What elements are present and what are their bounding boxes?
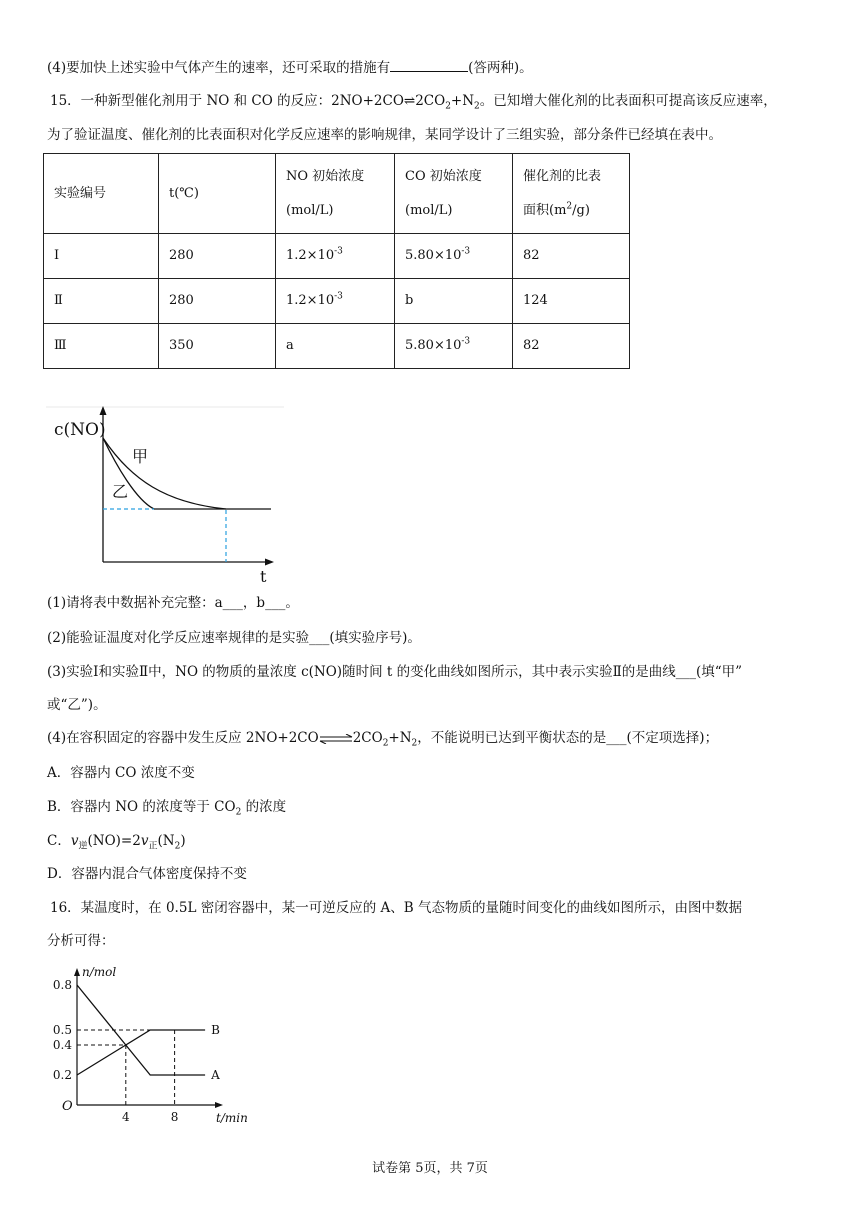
y-tick-label: 0.8 (52, 978, 72, 992)
x-axis-arrow (265, 559, 274, 566)
y-tick-label: 0.5 (52, 1023, 72, 1037)
option-c: C．$v_逆(NO)=2v_正(N_2)$ (47, 833, 186, 852)
q16-stem-line1: 16．某温度时，在 0.5L 密闭容器中，某一可逆反应的 A、B 气态物质的量随时间变化的曲线如图所示，由图中数据 (50, 900, 742, 916)
page-footer: 试卷第 5页，共 7页 (372, 1161, 488, 1176)
curve-label-yi: 乙 (112, 482, 129, 501)
x-tick-label: 8 (170, 1110, 179, 1124)
q14-part4: (4)要加快上述实验中气体产生的速率，还可采取的措施有 (答两种)。 (47, 57, 533, 78)
y-tick-label: 0.2 (52, 1068, 72, 1082)
origin-label: O (62, 1099, 73, 1114)
equilibrium-arrow-icon (319, 734, 353, 744)
cno-graph (46, 400, 286, 588)
header-id: 实验编号 (44, 154, 159, 234)
header-no: NO 初始浓度 (mol/L) (276, 154, 395, 234)
series-B-line (77, 1030, 205, 1075)
answer-blank[interactable] (390, 57, 468, 72)
q15-part2: (2)能验证温度对化学反应速率规律的是实验___(填实验序号)。 (47, 630, 421, 646)
x-tick-label: 4 (121, 1110, 130, 1124)
option-d: D．容器内混合气体密度保持不变 (47, 866, 247, 882)
y-tick-label: 0.4 (52, 1038, 72, 1052)
option-a: A．容器内 CO 浓度不变 (47, 765, 195, 781)
q15-part3-line2: 或“乙”)。 (47, 697, 107, 713)
q15-part1: (1)请将表中数据补充完整：a___，b___。 (47, 595, 299, 611)
x-axis-label: t/min (216, 1111, 248, 1125)
y-axis-arrow (74, 968, 80, 976)
x-axis-arrow (215, 1102, 223, 1108)
q15-part3-line1: (3)实验Ⅰ和实验Ⅱ中，NO 的物质的量浓度 c(NO)随时间 t 的变化曲线如图所示，其中表示实验Ⅱ的是曲线___(填“甲” (47, 664, 743, 680)
x-axis-label: t (260, 567, 267, 586)
curve-label-jia: 甲 (132, 447, 149, 466)
series-B-label: B (211, 1023, 220, 1037)
series-A-label: A (211, 1068, 220, 1082)
y-axis-label: c(NO) (54, 420, 106, 440)
q15-stem-line2: 为了验证温度、催化剂的比表面积对化学反应速率的影响规律，某同学设计了三组实验，部分条件已经填在表中。 (47, 127, 722, 143)
q15-stem-line1: 15．一种新型催化剂用于 NO 和 CO 的反应：$2NO+2CO\rightleftharpoons 2CO_2+N_2$。已知增大催化剂的比表面积可提高该反应速率， (50, 93, 777, 112)
q15-part4: (4)在容积固定的容器中发生反应 2NO+2CO $2CO_2+N_2$，不能说明已达到平衡状态的是___(不定项选择)； (47, 730, 719, 749)
header-temp: t(℃) (159, 154, 276, 234)
y-axis-label: n/mol (82, 965, 117, 979)
experiment-table (43, 153, 630, 369)
table-row: Ⅰ 280 $1.2\times 10^{-3}$ $5.80\times 10^{-3}$ 82 (44, 234, 630, 279)
table-header-row (44, 154, 630, 234)
header-co: CO 初始浓度 (mol/L) (395, 154, 513, 234)
table-row: Ⅲ 350 a $5.80\times 10^{-3}$ 82 (44, 324, 630, 369)
header-area: 催化剂的比表 面积$(m^2/g)$ (513, 154, 630, 234)
n-mol-chart (46, 962, 266, 1132)
table-row: Ⅱ 280 $1.2\times 10^{-3}$ b 124 (44, 279, 630, 324)
q16-stem-line2: 分析可得： (47, 933, 115, 949)
option-b: B．容器内 NO 的浓度等于 $CO_2$ 的浓度 (47, 799, 287, 818)
